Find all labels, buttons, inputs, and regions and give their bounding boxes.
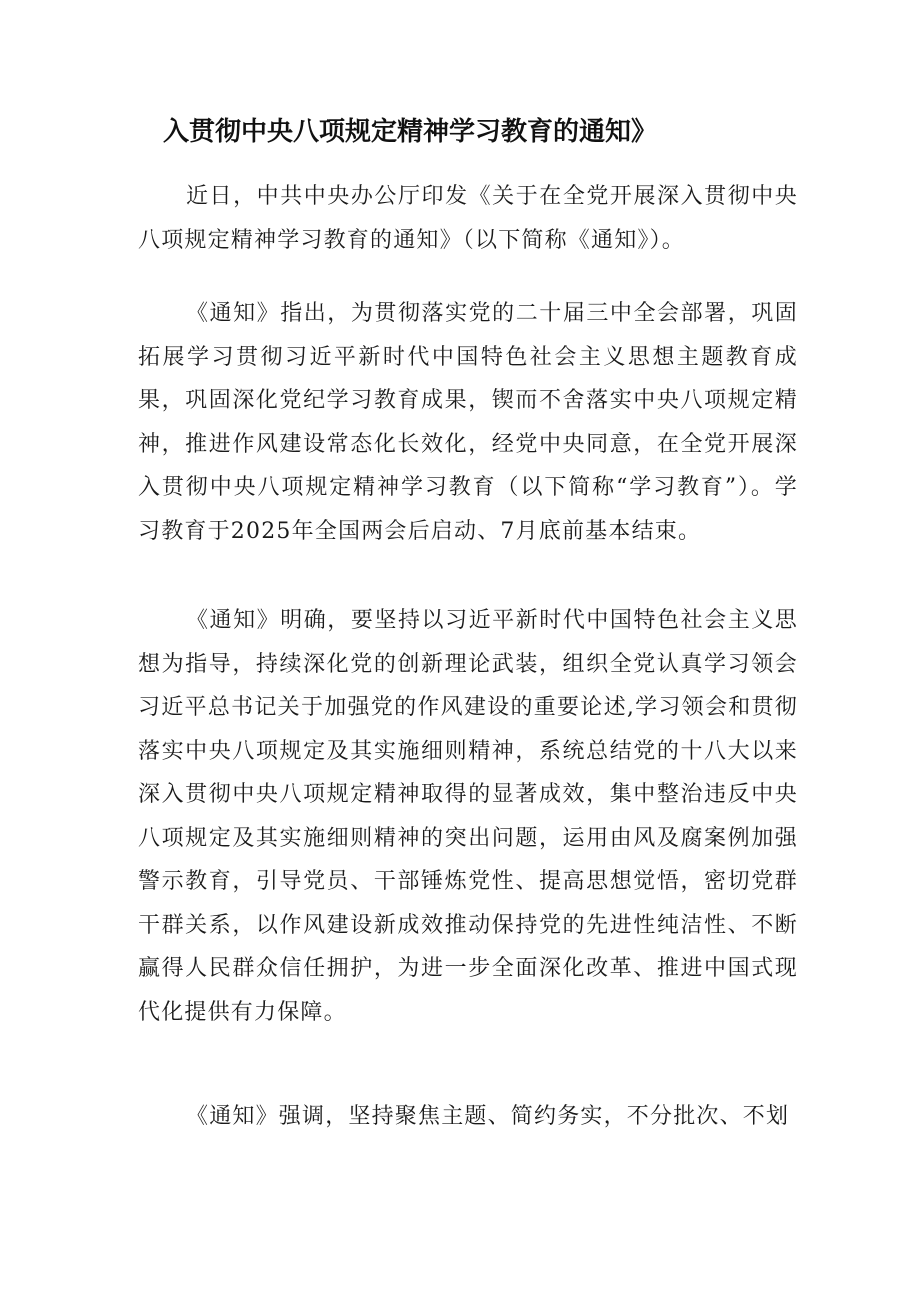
paragraph-intro: 近日，中共中央办公厅印发《关于在全党开展深入贯彻中央八项规定精神学习教育的通知》（以下简称《通知》）。	[138, 184, 798, 253]
document-heading: 入贯彻中央八项规定精神学习教育的通知》	[163, 117, 658, 147]
paragraph-notice-clarifies: 《通知》明确，要坚持以习近平新时代中国特色社会主义思想为指导，持续深化党的创新理论武装，组织全党认真学习领会习近平总书记关于加强党的作风建设的重要论述,学习领会和贯彻落实中央八项规定及其实施细则精神，系统总结党的十八大以来深入贯彻中央八项规定精神取得的显著成效，集中整治违反中央八项规定及其实施细则精神的突出问题，运用由风及腐案例加强警示教育，引导党员、干部锤炼党性、提高思想觉悟，密切党群干群关系，以作风建设新成效推动保持党的先进性纯洁性、不断赢得人民群众信任拥护，为进一步全面深化改革、推进中国式现代化提供有力保障。	[138, 608, 798, 1025]
paragraph-notice-stresses: 《通知》强调，坚持聚焦主题、简约务实，不分批次、不划	[186, 1104, 790, 1129]
paragraph-notice-points: 《通知》指出，为贯彻落实党的二十届三中全会部署，巩固拓展学习贯彻习近平新时代中国特色社会主义思想主题教育成果，巩固深化党纪学习教育成果，锲而不舍落实中央八项规定精神，推进作风建设常态化长效化，经党中央同意，在全党开展深入贯彻中央八项规定精神学习教育（以下简称“学习教育”）。学习教育于2025年全国两会后启动、7月底前基本结束。	[138, 301, 798, 544]
